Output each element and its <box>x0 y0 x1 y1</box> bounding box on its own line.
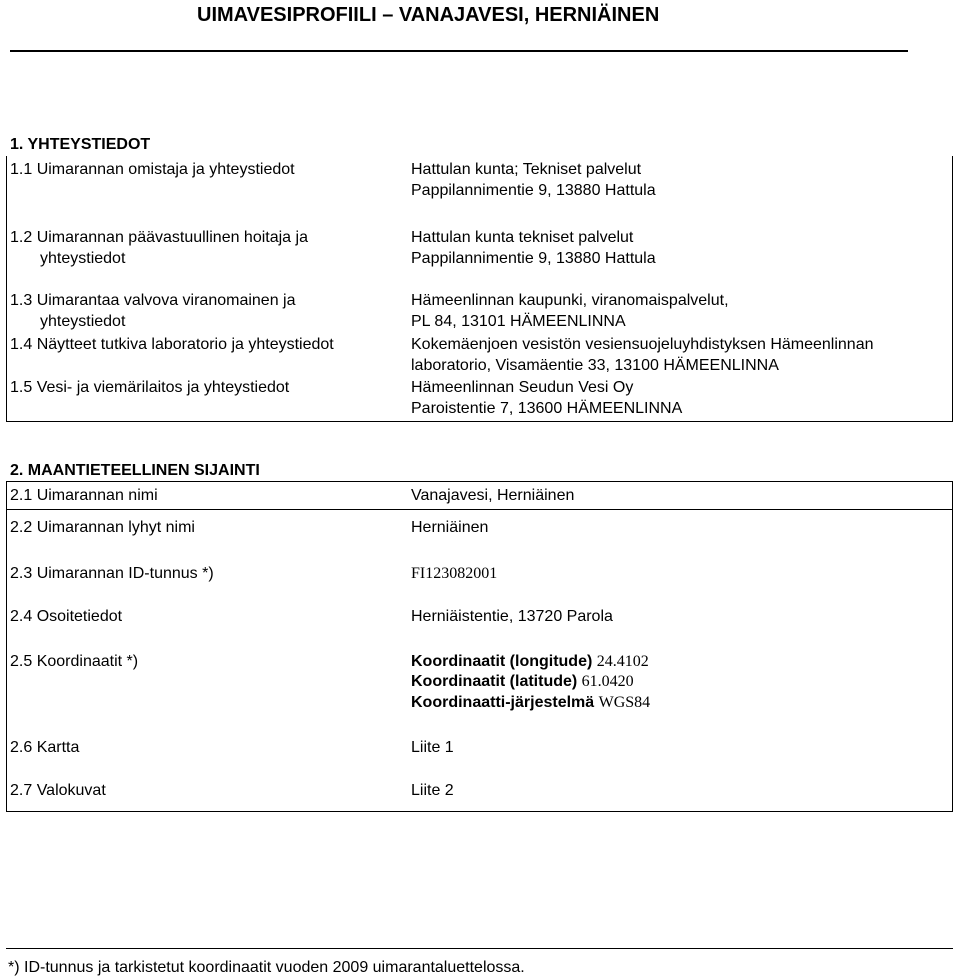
row-1-5-label: 1.5 Vesi- ja viemärilaitos ja yhteystiedot <box>10 379 290 396</box>
row-1-4-label: 1.4 Näytteet tutkiva laboratorio ja yhteystiedot <box>10 336 334 353</box>
map-value: Liite 1 <box>411 739 454 756</box>
footnote-rule <box>6 948 953 949</box>
page-title: UIMAVESIPROFIILI – VANAJAVESI, HERNIÄINEN <box>197 4 660 26</box>
short-name-value: Herniäinen <box>411 519 489 536</box>
row-1-2-label-line1: 1.2 Uimarannan päävastuullinen hoitaja ja <box>10 229 308 246</box>
row-1-5-value-line2: Paroistentie 7, 13600 HÄMEENLINNA <box>411 400 683 417</box>
row-1-1-value-line1: Hattulan kunta; Tekniset palvelut <box>411 161 642 178</box>
name-value: Vanajavesi, Herniäinen <box>411 487 575 504</box>
row-1-2-label-line2: yhteystiedot <box>40 250 126 267</box>
coords-label: 2.5 Koordinaatit *) <box>10 653 139 670</box>
title-underline <box>10 50 908 52</box>
photos-label: 2.7 Valokuvat <box>10 782 106 799</box>
longitude-value: 24.4102 <box>596 653 649 670</box>
section1-heading: 1. YHTEYSTIEDOT <box>10 136 151 153</box>
row-1-3-label-line1: 1.3 Uimarantaa valvova viranomainen ja <box>10 292 296 309</box>
row-1-2-value-line2: Pappilannimentie 9, 13880 Hattula <box>411 250 656 267</box>
row-1-5-value-line1: Hämeenlinnan Seudun Vesi Oy <box>411 379 634 396</box>
row-1-4-value-line1: Kokemäenjoen vesistön vesiensuojeluyhdistyksen Hämeenlinnan <box>411 336 874 353</box>
section1-bottom-border <box>6 421 953 422</box>
latitude-value: 61.0420 <box>581 673 634 690</box>
row-1-3-value-line2: PL 84, 13101 HÄMEENLINNA <box>411 313 626 330</box>
address-value: Herniäistentie, 13720 Parola <box>411 608 613 625</box>
section2-bottom-border <box>6 811 953 812</box>
id-label: 2.3 Uimarannan ID-tunnus *) <box>10 565 214 582</box>
coordinate-system-line <box>411 692 650 713</box>
latitude-label: Koordinaatit (latitude) <box>411 673 578 690</box>
row-1-1-value-line2: Pappilannimentie 9, 13880 Hattula <box>411 182 656 199</box>
row-1-4-value-line2: laboratorio, Visamäentie 33, 13100 HÄMEENLINNA <box>411 357 779 374</box>
section2-heading: 2. MAANTIETEELLINEN SIJAINTI <box>10 462 260 479</box>
coordinate-system-label: Koordinaatti-järjestelmä <box>411 694 595 711</box>
row-divider <box>6 509 953 510</box>
row-1-2-value-line1: Hattulan kunta tekniset palvelut <box>411 229 634 246</box>
photos-value: Liite 2 <box>411 782 454 799</box>
map-label: 2.6 Kartta <box>10 739 80 756</box>
address-label: 2.4 Osoitetiedot <box>10 608 123 625</box>
section1-left-border <box>6 156 7 422</box>
name-label: 2.1 Uimarannan nimi <box>10 487 158 504</box>
section2-right-border <box>952 481 953 812</box>
row-1-3-label-line2: yhteystiedot <box>40 313 126 330</box>
short-name-label: 2.2 Uimarannan lyhyt nimi <box>10 519 195 536</box>
section1-right-border <box>952 156 953 422</box>
longitude-line <box>411 651 649 672</box>
id-value: FI123082001 <box>411 565 498 582</box>
longitude-label: Koordinaatit (longitude) <box>411 653 593 670</box>
section2-top-border <box>6 481 953 482</box>
section2-left-border <box>6 481 7 812</box>
latitude-line <box>411 671 634 692</box>
row-1-1-label: 1.1 Uimarannan omistaja ja yhteystiedot <box>10 161 295 178</box>
row-1-3-value-line1: Hämeenlinnan kaupunki, viranomaispalvelut, <box>411 292 729 309</box>
coordinate-system-value: WGS84 <box>598 694 651 711</box>
footnote: *) ID-tunnus ja tarkistetut koordinaatit vuoden 2009 uimarantaluettelossa. <box>8 959 525 976</box>
